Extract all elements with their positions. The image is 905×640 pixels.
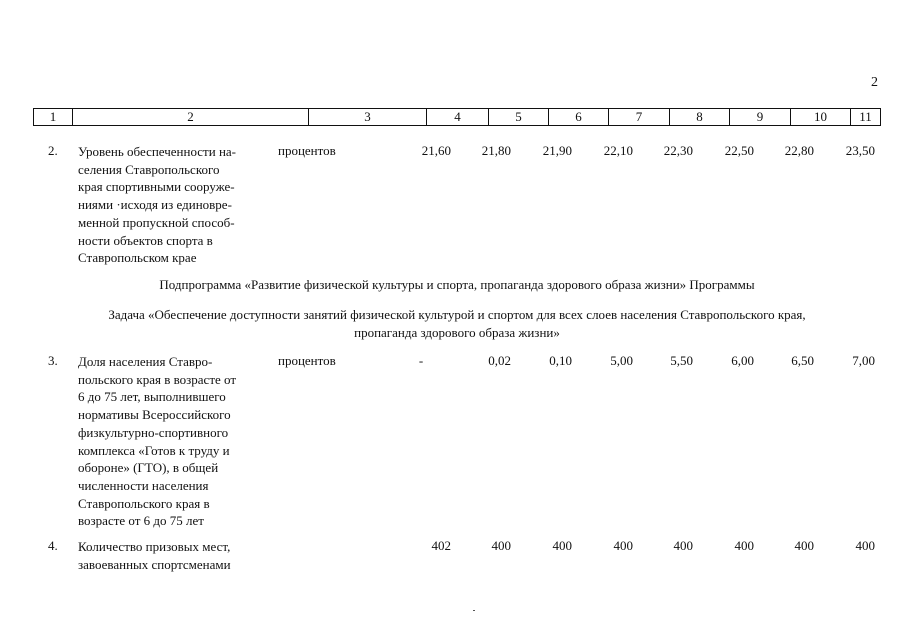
value-cell: 400 bbox=[794, 538, 814, 553]
value-cell: 5,00 bbox=[610, 353, 633, 368]
scan-speck bbox=[473, 610, 475, 611]
value-cell: 23,50 bbox=[845, 143, 875, 158]
value-cell: 22,30 bbox=[663, 143, 693, 158]
header-col-8: 8 bbox=[670, 109, 730, 125]
header-col-7: 7 bbox=[609, 109, 670, 125]
value-cell: 400 bbox=[855, 538, 875, 553]
value-cell: 400 bbox=[734, 538, 754, 553]
value-cell: 22,10 bbox=[603, 143, 633, 158]
table-header bbox=[33, 108, 881, 126]
indicator-line: Уровень обеспеченности на- bbox=[78, 144, 236, 159]
indicator-line: Количество призовых мест, bbox=[78, 539, 231, 554]
indicator-line: селения Ставропольского bbox=[78, 161, 220, 177]
indicator-line: физкультурно-спортивного bbox=[78, 424, 229, 440]
header-col-6: 6 bbox=[549, 109, 609, 125]
header-col-5: 5 bbox=[489, 109, 549, 125]
unit: процентов bbox=[278, 143, 336, 158]
value-cell: 0,02 bbox=[488, 353, 511, 368]
indicator-line: Ставропольском крае bbox=[78, 250, 197, 266]
value-cell: 5,50 bbox=[670, 353, 693, 368]
indicator-line: Доля населения Ставро- bbox=[78, 354, 213, 369]
value-cell: 6,00 bbox=[731, 353, 754, 368]
row-number: 3. bbox=[48, 353, 58, 368]
header-col-4: 4 bbox=[427, 109, 489, 125]
indicator-line: комплекса «Готов к труду и bbox=[78, 442, 230, 458]
indicator-line: менной пропускной способ- bbox=[78, 214, 235, 230]
indicator-line: обороне» (ГТО), в общей bbox=[78, 460, 219, 476]
unit: процентов bbox=[278, 353, 336, 368]
value-cell: 402 bbox=[431, 538, 451, 553]
row-number: 2. bbox=[48, 143, 58, 158]
value-cell: 21,90 bbox=[542, 143, 572, 158]
value-cell: - bbox=[418, 353, 424, 368]
page-number: 2 bbox=[871, 75, 878, 90]
indicator-line: ности объектов спорта в bbox=[78, 232, 213, 248]
value-cell: 400 bbox=[491, 538, 511, 553]
task-title-line: Задача «Обеспечение доступности занятий физической культурой и спортом для всех слоев населения Ставропольского края, bbox=[108, 307, 806, 322]
indicator-line: ниями ·исходя из единовре- bbox=[78, 197, 232, 213]
indicator-line: возрасте от 6 до 75 лет bbox=[78, 513, 204, 529]
value-cell: 400 bbox=[552, 538, 572, 553]
header-col-3: 3 bbox=[309, 109, 427, 125]
indicator-line: Ставропольского края в bbox=[78, 495, 210, 511]
value-cell: 21,80 bbox=[481, 143, 511, 158]
value-cell: 21,60 bbox=[421, 143, 451, 158]
value-cell: 7,00 bbox=[852, 353, 875, 368]
value-cell: 400 bbox=[613, 538, 633, 553]
header-col-11: 11 bbox=[859, 109, 872, 124]
indicator-text bbox=[78, 143, 268, 267]
value-cell: 400 bbox=[673, 538, 693, 553]
indicator-text bbox=[78, 353, 268, 530]
header-col-1: 1 bbox=[34, 109, 73, 125]
task-title-line: пропаганда здорового образа жизни» bbox=[354, 325, 560, 340]
subprogram-title: Подпрограмма «Развитие физической культуры и спорта, пропаганда здорового образа жизни» Программы bbox=[159, 277, 755, 292]
indicator-line: края спортивными сооруже- bbox=[78, 179, 235, 195]
header-col-2: 2 bbox=[73, 109, 309, 125]
value-cell: 6,50 bbox=[791, 353, 814, 368]
row-number: 4. bbox=[48, 538, 58, 553]
value-cell: 22,50 bbox=[724, 143, 754, 158]
value-cell: 0,10 bbox=[549, 353, 572, 368]
indicator-line: польского края в возрасте от bbox=[78, 371, 237, 387]
indicator-line: завоеванных спортсменами bbox=[78, 556, 231, 572]
indicator-line: численности населения bbox=[78, 477, 209, 493]
task-title bbox=[33, 306, 881, 342]
indicator-line: 6 до 75 лет, выполнившего bbox=[78, 389, 226, 405]
header-col-9: 9 bbox=[730, 109, 791, 125]
indicator-text bbox=[78, 538, 268, 573]
indicator-line: нормативы Всероссийского bbox=[78, 407, 231, 423]
header-col-10: 10 bbox=[791, 109, 851, 125]
value-cell: 22,80 bbox=[784, 143, 814, 158]
